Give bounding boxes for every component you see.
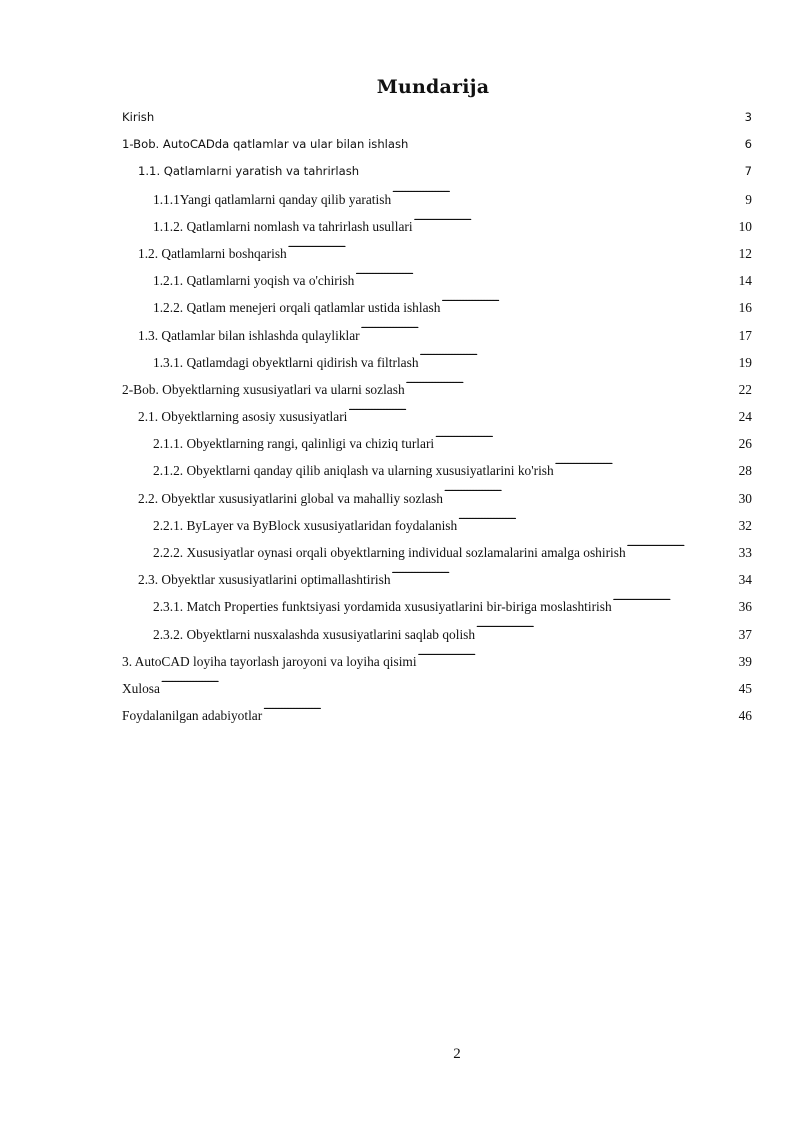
toc-entry-page: 22 [738, 381, 752, 397]
toc-entry-title: 2.1. Obyektlarning asosiy xususiyatlari [138, 409, 348, 425]
toc-entry-title: 1.2.2. Qatlam menejeri orqali qatlamlar ustida ishlash [153, 300, 441, 316]
toc-entry[interactable] [122, 593, 752, 620]
dot-leader [458, 516, 737, 529]
dot-leader [409, 137, 743, 149]
dot-leader [263, 707, 737, 720]
toc-entry[interactable] [122, 322, 752, 349]
toc-entry-title: 2.1.2. Obyektlarni qanday qilib aniqlash va ularning xususiyatlarini ko'rish [153, 463, 554, 479]
dot-leader [361, 326, 738, 339]
toc-entry-page: 46 [738, 708, 752, 724]
toc-entry-title: 1.1.1Yangi qatlamlarni qanday qilib yaratish [153, 191, 392, 207]
dot-leader [627, 544, 738, 557]
dot-leader [406, 380, 738, 393]
toc-entry[interactable] [122, 621, 752, 648]
toc-entry-title: Xulosa [122, 680, 160, 696]
dot-leader [476, 625, 738, 638]
toc-entry-title: 2.3. Obyektlar xususiyatlarini optimallashtirish [138, 572, 391, 588]
toc-entry-title: Kirish [122, 110, 155, 124]
toc-entry-title: 2.2.2. Xususiyatlar oynasi orqali obyektlarning individual sozlamalarini amalga oshirish [153, 545, 626, 560]
toc-entry[interactable] [122, 104, 752, 131]
toc-entry-page: 9 [745, 191, 752, 207]
toc-entry-title: 1.2. Qatlamlarni boshqarish [138, 245, 287, 261]
dot-leader [360, 164, 743, 176]
toc-entry-title: 1.1.2. Qatlamlarni nomlash va tahrirlash usullari [153, 218, 413, 234]
toc-entry-page: 34 [738, 572, 752, 588]
table-of-contents [122, 104, 752, 729]
dot-leader [435, 435, 737, 448]
toc-entry-title: 2.3.2. Obyektlarni nusxalashda xususiyatlarini saqlab qolish [153, 626, 476, 642]
dot-leader [392, 190, 744, 203]
dot-leader [444, 489, 738, 502]
toc-entry-title: 1-Bob. AutoCADda qatlamlar va ular bilan ishlash [122, 137, 409, 152]
toc-entry-title: 2-Bob. Obyektlarning xususiyatlari va ularni sozlash [122, 381, 405, 397]
toc-entry[interactable] [122, 485, 752, 512]
dot-leader [414, 217, 738, 230]
dot-leader [288, 245, 738, 258]
toc-entry[interactable] [122, 403, 752, 430]
toc-entry[interactable] [122, 457, 752, 484]
dot-leader [348, 408, 737, 421]
toc-entry-page: 3 [744, 110, 752, 124]
toc-entry-page: 36 [738, 599, 752, 615]
toc-entry-title: Foydalanilgan adabiyotlar [122, 708, 263, 724]
toc-entry-page: 19 [738, 354, 752, 370]
toc-entry[interactable] [122, 349, 752, 376]
toc-entry-title: 2.1.1. Obyektlarning rangi, qalinligi va chiziq turlari [153, 436, 435, 452]
dot-leader [355, 272, 737, 285]
toc-entry-page: 30 [738, 490, 752, 506]
toc-entry[interactable] [122, 267, 752, 294]
toc-entry[interactable] [122, 566, 752, 593]
toc-entry[interactable] [122, 376, 752, 403]
toc-entry-page: 28 [738, 463, 752, 479]
dot-leader [613, 598, 738, 611]
toc-entry-title: 2.3.1. Match Properties funktsiyasi yordamida xususiyatlarini bir-biriga moslashtirish [153, 599, 612, 615]
toc-entry-page: 7 [744, 164, 752, 179]
toc-entry[interactable] [122, 512, 752, 539]
page-number: 2 [453, 1046, 461, 1062]
dot-leader [418, 652, 738, 665]
toc-entry-page: 39 [738, 653, 752, 669]
dot-leader [161, 680, 738, 693]
toc-entry[interactable] [122, 294, 752, 321]
toc-entry-page: 24 [738, 409, 752, 425]
toc-title: Mundarija [376, 76, 490, 98]
toc-entry-title: 2.2.1. ByLayer va ByBlock xususiyatlaridan foydalanish [153, 517, 458, 533]
toc-entry-page: 17 [738, 327, 752, 343]
toc-entry[interactable] [122, 240, 752, 267]
toc-entry-title: 2.2. Obyektlar xususiyatlarini global va mahalliy sozlash [138, 490, 443, 506]
toc-entry-page: 45 [738, 680, 752, 696]
toc-entry[interactable] [122, 430, 752, 457]
toc-entry[interactable] [122, 186, 752, 213]
toc-entry-page: 33 [738, 545, 752, 560]
toc-entry-title: 1.2.1. Qatlamlarni yoqish va o'chirish [153, 273, 355, 289]
toc-entry-page: 6 [744, 137, 752, 152]
toc-entry-page: 16 [738, 300, 752, 316]
toc-entry[interactable] [122, 539, 752, 566]
toc-entry[interactable] [122, 648, 752, 675]
toc-entry-page: 10 [738, 218, 752, 234]
toc-entry-page: 32 [738, 517, 752, 533]
toc-entry-title: 1.3. Qatlamlar bilan ishlashda qulayliklar [138, 327, 360, 343]
dot-leader [555, 462, 738, 475]
toc-entry-page: 14 [738, 273, 752, 289]
toc-entry-title: 1.3.1. Qatlamdagi obyektlarni qidirish va filtrlash [153, 354, 419, 370]
toc-entry[interactable] [122, 131, 752, 158]
toc-entry[interactable] [122, 675, 752, 702]
toc-entry[interactable] [122, 158, 752, 185]
dot-leader [441, 299, 737, 312]
toc-entry-page: 37 [738, 626, 752, 642]
toc-entry-title: 1.1. Qatlamlarni yaratish va tahrirlash [138, 164, 360, 179]
toc-entry[interactable] [122, 702, 752, 729]
toc-entry-page: 26 [738, 436, 752, 452]
toc-entry-page: 12 [738, 245, 752, 261]
dot-leader [392, 571, 738, 584]
toc-entry-title: 3. AutoCAD loyiha tayorlash jaroyoni va loyiha qisimi [122, 653, 417, 669]
dot-leader [420, 353, 738, 366]
toc-entry[interactable] [122, 213, 752, 240]
dot-leader [155, 109, 743, 121]
